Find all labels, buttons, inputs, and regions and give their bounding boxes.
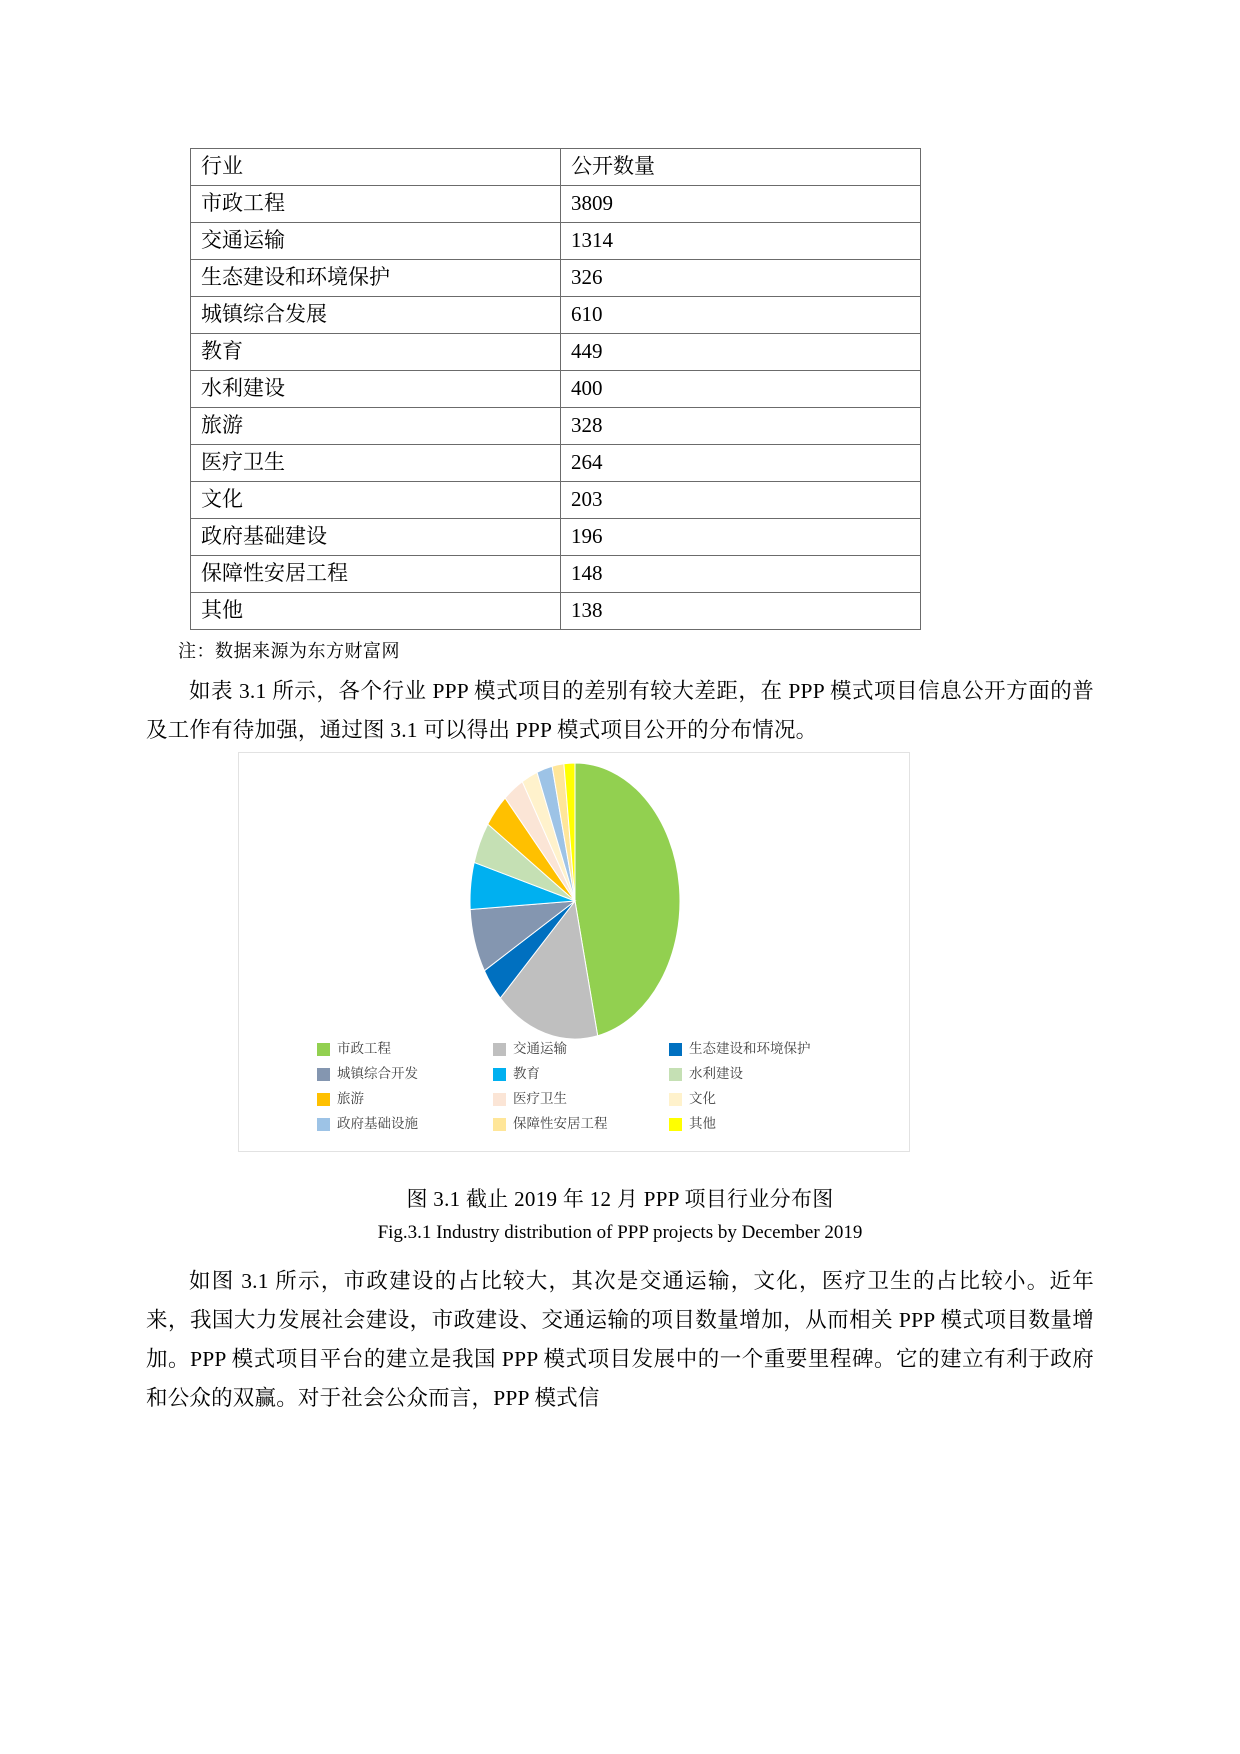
legend-color-swatch bbox=[317, 1118, 330, 1131]
legend-label: 旅游 bbox=[337, 1091, 364, 1106]
cell-industry: 水利建设 bbox=[191, 371, 561, 408]
cell-count: 400 bbox=[561, 371, 921, 408]
industry-table bbox=[190, 148, 921, 630]
cell-industry: 市政工程 bbox=[191, 186, 561, 223]
table-row bbox=[191, 186, 921, 223]
table-row bbox=[191, 519, 921, 556]
figure-chart-container bbox=[238, 752, 910, 1152]
cell-count: 449 bbox=[561, 334, 921, 371]
legend-label: 医疗卫生 bbox=[513, 1091, 567, 1106]
figure-caption-en: Fig.3.1 Industry distribution of PPP projects by December 2019 bbox=[377, 1222, 863, 1243]
cell-industry: 教育 bbox=[191, 334, 561, 371]
legend-item bbox=[669, 1116, 847, 1132]
legend-label: 交通运输 bbox=[513, 1041, 567, 1056]
table-row bbox=[191, 556, 921, 593]
legend-item bbox=[493, 1091, 669, 1107]
paragraph-after: 如图 3.1 所示，市政建设的占比较大，其次是交通运输，文化，医疗卫生的占比较小。近年来，我国大力发展社会建设，市政建设、交通运输的项目数量增加，从而相关 PPP 模式项目数量增加。PPP 模式项目平台的建立是我国 PPP 模式项目发展中的一个重要里程碑。它的建立有利于政府和公众的双赢。对于社会公众而言，PPP 模式信 bbox=[146, 1269, 1094, 1410]
legend-color-swatch bbox=[669, 1043, 682, 1056]
cell-count: 203 bbox=[561, 482, 921, 519]
cell-industry: 医疗卫生 bbox=[191, 445, 561, 482]
legend-label: 政府基础设施 bbox=[337, 1116, 418, 1131]
cell-industry: 城镇综合发展 bbox=[191, 297, 561, 334]
legend-item bbox=[317, 1116, 493, 1132]
legend-label: 保障性安居工程 bbox=[513, 1116, 608, 1131]
legend-item bbox=[669, 1091, 847, 1107]
cell-industry: 政府基础建设 bbox=[191, 519, 561, 556]
legend-item bbox=[493, 1041, 669, 1057]
industry-table-wrapper bbox=[190, 148, 920, 630]
legend-item bbox=[493, 1116, 669, 1132]
cell-count: 196 bbox=[561, 519, 921, 556]
cell-industry: 生态建设和环境保护 bbox=[191, 260, 561, 297]
legend-item bbox=[317, 1041, 493, 1057]
table-row bbox=[191, 408, 921, 445]
cell-industry: 旅游 bbox=[191, 408, 561, 445]
legend-label: 其他 bbox=[689, 1116, 716, 1131]
table-row bbox=[191, 445, 921, 482]
legend-color-swatch bbox=[493, 1068, 506, 1081]
cell-industry: 交通运输 bbox=[191, 223, 561, 260]
cell-industry: 文化 bbox=[191, 482, 561, 519]
pie-chart-area bbox=[239, 763, 911, 1043]
cell-count: 138 bbox=[561, 593, 921, 630]
table-row bbox=[191, 334, 921, 371]
cell-industry: 其他 bbox=[191, 593, 561, 630]
cell-count: 264 bbox=[561, 445, 921, 482]
legend-color-swatch bbox=[493, 1118, 506, 1131]
legend-label: 城镇综合开发 bbox=[337, 1066, 418, 1081]
figure-caption-cn: 图 3.1 截止 2019 年 12 月 PPP 项目行业分布图 bbox=[406, 1187, 834, 1211]
cell-industry: 行业 bbox=[191, 149, 561, 186]
paragraph-intro: 如表 3.1 所示，各个行业 PPP 模式项目的差别有较大差距，在 PPP 模式项目信息公开方面的普及工作有待加强，通过图 3.1 可以得出 PPP 模式项目公开的分布情况。 bbox=[146, 679, 1094, 742]
cell-count: 148 bbox=[561, 556, 921, 593]
pie-chart bbox=[365, 763, 785, 1039]
legend-label: 教育 bbox=[513, 1066, 540, 1081]
legend-item bbox=[317, 1066, 493, 1082]
table-row bbox=[191, 593, 921, 630]
table-body bbox=[191, 149, 921, 630]
cell-count: 326 bbox=[561, 260, 921, 297]
table-row bbox=[191, 260, 921, 297]
table-row bbox=[191, 297, 921, 334]
table-source-note: 注：数据来源为东方财富网 bbox=[178, 641, 400, 661]
cell-count: 1314 bbox=[561, 223, 921, 260]
legend-color-swatch bbox=[493, 1043, 506, 1056]
legend-label: 市政工程 bbox=[337, 1041, 391, 1056]
legend-color-swatch bbox=[669, 1068, 682, 1081]
legend-color-swatch bbox=[493, 1093, 506, 1106]
legend-label: 文化 bbox=[689, 1091, 716, 1106]
legend-label: 水利建设 bbox=[689, 1066, 743, 1081]
legend-item bbox=[669, 1066, 847, 1082]
legend-item bbox=[493, 1066, 669, 1082]
cell-count: 610 bbox=[561, 297, 921, 334]
legend-item bbox=[317, 1091, 493, 1107]
table-row bbox=[191, 482, 921, 519]
chart-legend bbox=[317, 1041, 847, 1132]
table-row bbox=[191, 371, 921, 408]
legend-color-swatch bbox=[317, 1043, 330, 1056]
legend-color-swatch bbox=[669, 1118, 682, 1131]
legend-label: 生态建设和环境保护 bbox=[689, 1041, 811, 1056]
legend-item bbox=[669, 1041, 847, 1057]
legend-color-swatch bbox=[317, 1068, 330, 1081]
cell-count: 公开数量 bbox=[561, 149, 921, 186]
legend-color-swatch bbox=[669, 1093, 682, 1106]
legend-color-swatch bbox=[317, 1093, 330, 1106]
cell-count: 328 bbox=[561, 408, 921, 445]
cell-count: 3809 bbox=[561, 186, 921, 223]
cell-industry: 保障性安居工程 bbox=[191, 556, 561, 593]
table-row bbox=[191, 223, 921, 260]
table-header-row bbox=[191, 149, 921, 186]
